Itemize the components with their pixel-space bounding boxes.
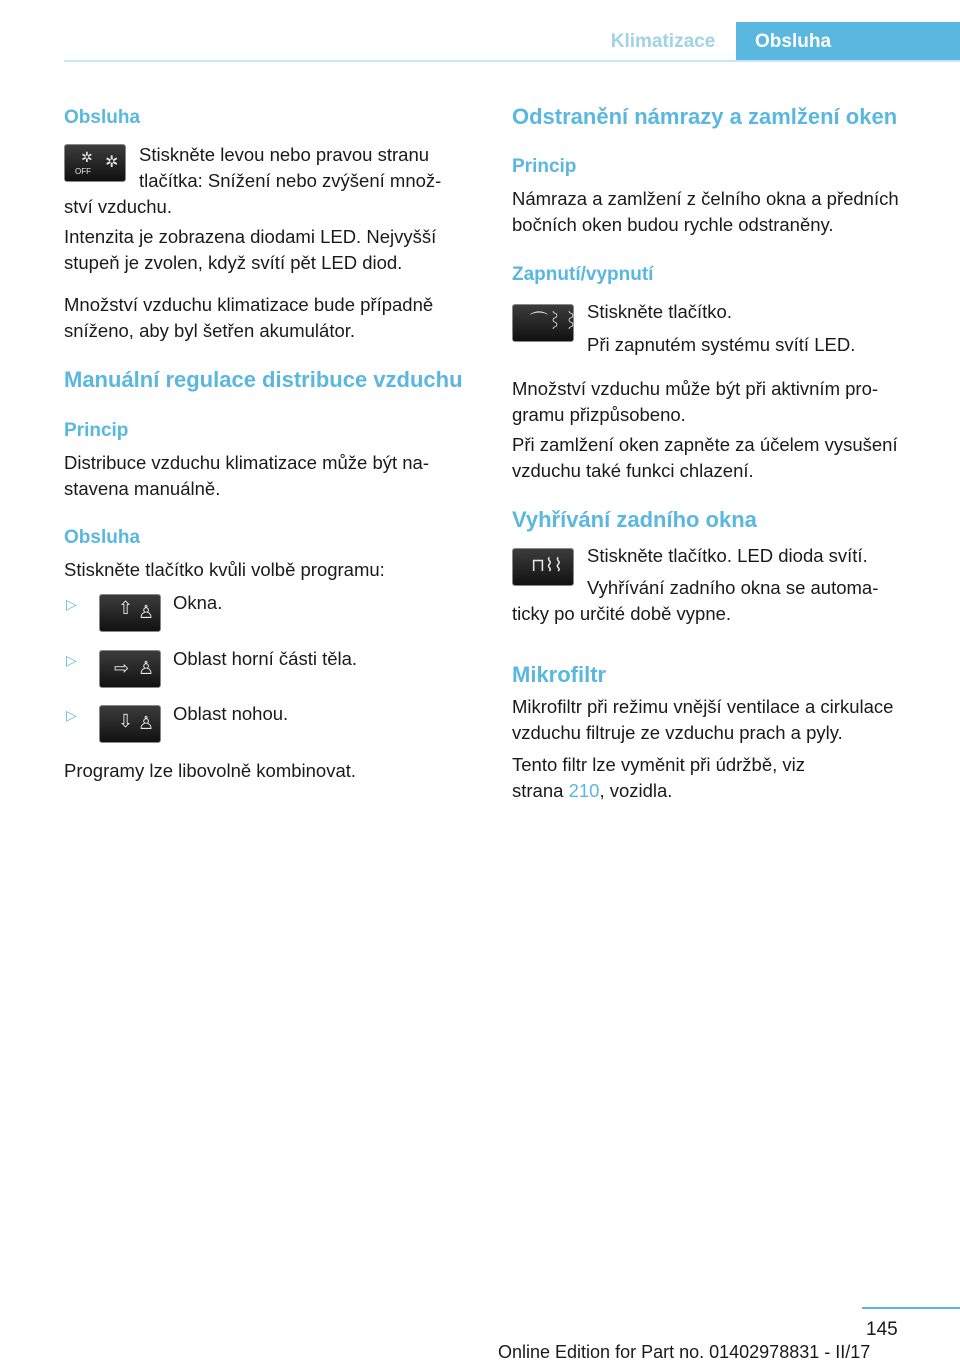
paragraph-mnozstvi: Množství vzduchu může být při aktivním pro‐ gramu přizpůsobeno. bbox=[512, 378, 879, 425]
program-upper-body-button-icon bbox=[99, 650, 161, 688]
footer-rule bbox=[862, 1307, 960, 1309]
seat-icon: ♙ bbox=[138, 713, 155, 733]
list-item-horni-cast: Oblast horní části těla. bbox=[173, 648, 358, 669]
header-rule bbox=[64, 60, 960, 62]
text-vozidla: , vozidla. bbox=[599, 780, 673, 801]
paragraph-zamlzeni: Při zamlžení oken zapněte za účelem vysušení vzduchu také funkci chlazení. bbox=[512, 434, 898, 481]
paragraph-vyhrivani-cont: ticky po určité době vypne. bbox=[512, 603, 732, 624]
heading-princip: Princip bbox=[64, 420, 129, 441]
list-item-okna: Okna. bbox=[173, 592, 223, 613]
rear-window-heating-icon: ⊓⌇⌇ bbox=[531, 555, 563, 575]
page-number: 145 bbox=[866, 1319, 898, 1340]
off-label-icon: OFF bbox=[75, 167, 91, 176]
header-tab-obsluha: Obsluha bbox=[736, 22, 960, 62]
program-feet-button-icon bbox=[99, 705, 161, 743]
paragraph-intenzita: Intenzita je zobrazena diodami LED. Nejvyšší stupeň je zvolen, když svítí pět LED diod. bbox=[64, 226, 437, 273]
footer-edition: Online Edition for Part no. 01402978831 - II/17 bbox=[498, 1342, 871, 1362]
fan-icon: ✲ bbox=[105, 154, 119, 171]
list-item-nohy: Oblast nohou. bbox=[173, 703, 289, 724]
arrow-down-icon: ⇩ bbox=[118, 711, 134, 731]
heading-obsluha: Obsluha bbox=[64, 107, 141, 128]
front-defrost-button-icon bbox=[512, 304, 578, 342]
seat-icon: ♙ bbox=[138, 602, 155, 622]
paragraph-vyhrivani-side: Vyhřívání zadního okna se automa‐ bbox=[587, 577, 879, 598]
heading-odstraneni: Odstranění námrazy a zamlžení oken bbox=[512, 104, 898, 129]
paragraph-stisk-led: Stiskněte tlačítko. LED dioda svítí. bbox=[587, 545, 868, 566]
paragraph-stisk: Stiskněte tlačítko. bbox=[587, 301, 732, 322]
paragraph-mnozstvi: Množství vzduchu klimatizace bude případně sníženo, aby byl šetřen akumulátor. bbox=[64, 294, 434, 341]
fan-speed-button-icon bbox=[64, 144, 126, 182]
paragraph-stisk-cont: ství vzduchu. bbox=[64, 196, 172, 217]
paragraph-namraza: Námraza a zamlžení z čelního okna a předních bočních oken budou rychle odstraněny. bbox=[512, 188, 899, 235]
heading-manualni: Manuální regulace distribuce vzduchu bbox=[64, 367, 463, 392]
rear-defrost-button-icon bbox=[512, 548, 574, 586]
paragraph-program: Stiskněte tlačítko kvůli volbě programu: bbox=[64, 559, 385, 580]
paragraph-kombinovat: Programy lze libovolně kombinovat. bbox=[64, 760, 357, 781]
paragraph-stisk-side: Stiskněte levou nebo pravou stranu tlačítka: Snížení nebo zvýšení množ‐ bbox=[139, 144, 442, 191]
heading-obsluha: Obsluha bbox=[64, 527, 141, 548]
paragraph-filtr bbox=[512, 778, 924, 804]
arrow-right-icon: ⇨ bbox=[114, 658, 130, 678]
fan-icon: ✲ bbox=[81, 149, 93, 165]
bullet-icon: ▷ bbox=[66, 596, 77, 612]
arrow-up-icon: ⇧ bbox=[118, 598, 134, 618]
bullet-icon: ▷ bbox=[66, 652, 77, 668]
page-link-210[interactable]: 210 bbox=[568, 780, 600, 801]
paragraph-mikrofiltr: Mikrofiltr při režimu vnější ventilace a cirkulace vzduchu filtruje ze vzduchu prach a pyly. bbox=[512, 696, 894, 743]
heading-zapnuti: Zapnutí/vypnutí bbox=[512, 264, 654, 285]
windshield-defrost-icon: ⌒⌇⌇ bbox=[530, 311, 578, 331]
paragraph-filtr-a: Tento filtr lze vyměnit při údržbě, viz bbox=[512, 754, 806, 775]
header-section-title: Klimatizace bbox=[610, 31, 716, 52]
seat-icon: ♙ bbox=[138, 658, 155, 678]
paragraph-distribuce: Distribuce vzduchu klimatizace může být na‐ stavena manuálně. bbox=[64, 452, 430, 499]
text-strana: strana bbox=[512, 780, 564, 801]
heading-princip: Princip bbox=[512, 156, 577, 177]
heading-vyhrivani: Vyhřívání zadního okna bbox=[512, 507, 757, 532]
program-windows-button-icon bbox=[99, 594, 161, 632]
paragraph-zapnutem: Při zapnutém systému svítí LED. bbox=[587, 334, 856, 355]
bullet-icon: ▷ bbox=[66, 707, 77, 723]
heading-mikrofiltr: Mikrofiltr bbox=[512, 662, 607, 687]
